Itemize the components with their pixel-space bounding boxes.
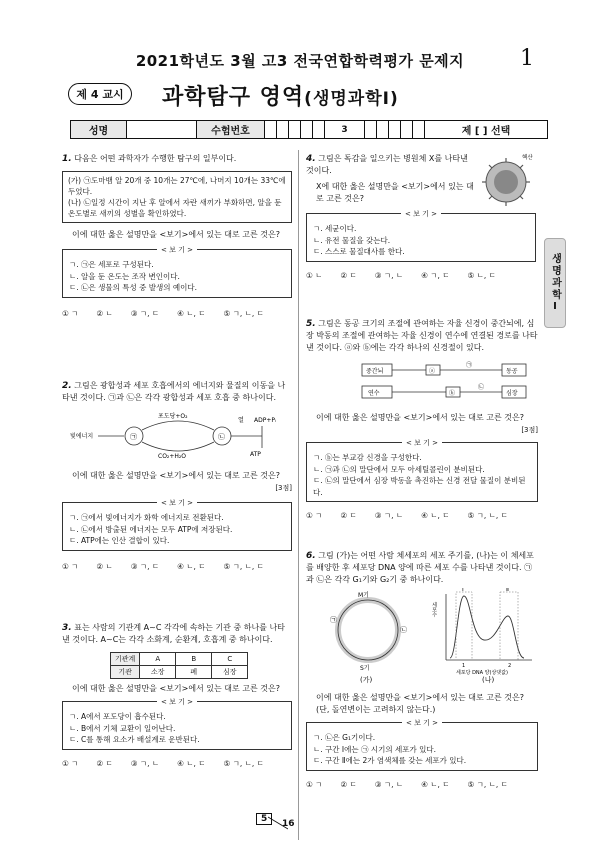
q1-choice[interactable]: ④ ㄴ, ㄷ	[177, 308, 206, 318]
q2-arrow-bottom	[142, 442, 214, 451]
q2-glucose-label: 포도당+O₂	[158, 413, 188, 420]
exam-no-digit[interactable]	[277, 121, 289, 138]
q6-question: 이에 대한 옳은 설명만을 <보기>에서 있는 대로 고른 것은? (단, 돌연변이는 고려하지 않는다.)	[316, 693, 525, 714]
side-subject-tab: 생명과학Ⅰ	[544, 238, 566, 328]
exam-no-digit[interactable]	[289, 121, 301, 138]
q1-choice[interactable]: ② ㄴ	[96, 308, 113, 318]
q1-choice[interactable]: ① ㄱ	[62, 308, 79, 318]
q6-m-label: M기	[358, 592, 369, 599]
subject-sub: (생명과학Ⅰ)	[304, 89, 399, 109]
q1-number: 1.	[62, 154, 72, 164]
q5-choice[interactable]: ① ㄱ	[306, 511, 323, 520]
q1-bogi-title: < 보 기 >	[157, 246, 197, 254]
exam-no-digit[interactable]	[377, 121, 389, 138]
q6-bogi	[306, 719, 538, 771]
q4-question: X에 대한 옳은 설명만을 <보기>에서 있는 대로 고른 것은?	[316, 182, 474, 203]
q5-medulla-label: 연수	[368, 390, 380, 397]
q3-bogi-item: ㄷ. C를 통해 요소가 배설계로 운반된다.	[69, 735, 200, 744]
q6-b-label: ㉡	[400, 626, 407, 634]
q2-b-label: ㉡	[218, 433, 225, 441]
q6-choice[interactable]: ③ ㄱ, ㄴ	[374, 779, 404, 789]
q6-y-label: 세포수	[431, 602, 437, 617]
q4-choice[interactable]: ⑤ ㄴ, ㄷ	[467, 270, 496, 280]
q4-bogi	[306, 210, 536, 262]
footer-total: 16	[282, 819, 295, 829]
q3-number: 3.	[62, 623, 72, 633]
q3-bogi-item: ㄱ. A에서 포도당이 흡수된다.	[69, 712, 166, 721]
q5-stem: 그림은 동공 크기의 조절에 관여하는 자율 신경이 중간뇌에, 심장 박동의 조절에 관여하는 자율 신경이 연수에 연결된 경로를 나타낸 것이다. ⓐ와 ⓑ에는 각각 하나의 신경절이 있다.	[306, 319, 538, 352]
q5-a-label: ⓐ	[429, 368, 436, 375]
q5-pupil-label: 동공	[506, 368, 518, 375]
q2-light-label: 빛에너지	[70, 433, 94, 440]
q6-stem: 그림 (가)는 어떤 사람 체세포의 세포 주기를, (나)는 이 체세포를 배양한 후 세포당 DNA 양에 따른 세포 수를 나타낸 것이다. ㉠과 ㉡은 각각 G₁기와 G₂기 중 하나이다.	[306, 551, 534, 584]
q6-s-label: S기	[360, 665, 370, 672]
q2-arrow-top	[142, 421, 214, 430]
q1-stem: 다음은 어떤 과학자가 수행한 탐구의 일부이다.	[74, 154, 237, 163]
q5-bogi-item: ㄴ. ㉠과 ㉡의 말단에서 모두 아세틸콜린이 분비된다.	[313, 464, 485, 474]
exam-no-digit[interactable]	[265, 121, 277, 138]
q6-choice[interactable]: ① ㄱ	[306, 779, 323, 789]
q6-fig-a-label: (가)	[360, 676, 373, 684]
q5-number: 5.	[306, 319, 316, 329]
q2-choices	[62, 561, 292, 573]
exam-no-digit[interactable]	[389, 121, 401, 138]
exam-title: 2021학년도 3월 고3 전국연합학력평가 문제지	[135, 52, 465, 70]
q6-x-label: 세포당 DNA 양(상댓값)	[456, 670, 508, 676]
id-bar	[70, 120, 548, 139]
choice-label: 제 [ ] 선택	[425, 121, 547, 138]
q5-heart-label: 심장	[506, 390, 518, 397]
exam-no-digit[interactable]	[301, 121, 313, 138]
q6-bogi-item: ㄴ. 구간 Ⅰ에는 ㉠ 시기의 세포가 있다.	[313, 744, 436, 754]
name-field[interactable]	[127, 121, 197, 138]
q2-co2-label: CO₂+H₂O	[158, 453, 186, 460]
question-6	[306, 550, 538, 791]
q1-bogi	[62, 246, 292, 298]
q4-number: 4.	[306, 154, 316, 164]
q5-c2-label: ㉡	[478, 384, 485, 391]
page-footer	[250, 813, 310, 833]
exam-no-label: 수험번호	[197, 121, 265, 138]
q6-choice[interactable]: ② ㄷ	[340, 779, 357, 789]
q5-choice[interactable]: ④ ㄴ, ㄷ	[421, 511, 450, 520]
question-1	[62, 153, 292, 320]
q2-choice[interactable]: ② ㄴ	[96, 561, 113, 571]
q6-bogi-title: < 보 기 >	[402, 719, 442, 727]
q2-choice[interactable]: ④ ㄴ, ㄷ	[177, 561, 206, 571]
q4-bogi-item: ㄱ. 세균이다.	[313, 224, 357, 233]
name-label: 성명	[71, 121, 127, 138]
q6-interval-1	[456, 592, 472, 660]
q5-question: 이에 대한 옳은 설명만을 <보기>에서 있는 대로 고른 것은?	[316, 413, 525, 422]
q6-dna-histogram	[431, 588, 532, 684]
table-row	[111, 666, 248, 679]
q3-stem: 표는 사람의 기관계 A~C 각각에 속하는 기관 중 하나를 나타낸 것이다. A~C는 각각 소화계, 순환계, 호흡계 중 하나이다.	[62, 623, 285, 644]
q3-choices	[62, 758, 292, 770]
q6-cell-cycle	[330, 591, 407, 684]
table-cell: 폐	[176, 666, 212, 679]
table-cell: B	[176, 653, 212, 666]
q2-choice[interactable]: ⑤ ㄱ, ㄴ, ㄷ	[223, 561, 264, 571]
exam-no-digit[interactable]	[413, 121, 425, 138]
q4-choice[interactable]: ② ㄷ	[340, 270, 357, 280]
q3-bogi	[62, 698, 292, 750]
q6-choices	[306, 779, 538, 791]
q2-bogi-item: ㄱ. ㉠에서 빛에너지가 화학 에너지로 전환된다.	[69, 513, 224, 522]
subject-title	[162, 80, 399, 111]
q6-interval-1-label: Ⅰ	[462, 588, 464, 593]
q3-bogi-title: < 보 기 >	[157, 698, 197, 706]
q6-figures	[306, 588, 538, 684]
q5-points: [3점]	[521, 426, 538, 434]
q2-bogi-item: ㄴ. ㉡에서 방출된 에너지는 모두 ATP에 저장된다.	[69, 524, 233, 534]
q6-interval-2-label: Ⅱ	[506, 588, 509, 593]
q2-points: [3점]	[275, 484, 292, 492]
q1-choice[interactable]: ⑤ ㄱ, ㄴ, ㄷ	[223, 308, 264, 318]
q6-fig-b-label: (나)	[482, 676, 495, 684]
q4-bogi-title: < 보 기 >	[401, 210, 441, 218]
q1-bogi-item: ㄱ. ㉠은 세포로 구성된다.	[69, 260, 154, 269]
q3-question: 이에 대한 옳은 설명만을 <보기>에서 있는 대로 고른 것은?	[72, 684, 281, 693]
q3-choice[interactable]: ⑤ ㄱ, ㄴ, ㄷ	[223, 758, 264, 768]
q3-choice[interactable]: ④ ㄴ, ㄷ	[177, 758, 206, 768]
q6-cycle-outline	[338, 600, 398, 660]
q2-bogi-item: ㄷ. ATP에는 인산 결합이 있다.	[69, 536, 170, 545]
q1-question: 이에 대한 옳은 설명만을 <보기>에서 있는 대로 고른 것은?	[72, 230, 281, 239]
q4-choice[interactable]: ④ ㄱ, ㄷ	[421, 270, 450, 280]
q5-choice[interactable]: ② ㄷ	[340, 511, 357, 520]
q2-a-label: ㉠	[130, 433, 137, 441]
period-badge: 제 4 교시	[68, 83, 132, 105]
footer-page: 5	[256, 813, 272, 825]
q2-question: 이에 대한 옳은 설명만을 <보기>에서 있는 대로 고른 것은?	[72, 471, 281, 480]
q2-number: 2.	[62, 381, 72, 391]
q6-histogram-curve	[450, 596, 524, 658]
q1-bogi-item: ㄴ. 알을 둔 온도는 조작 변인이다.	[69, 271, 180, 281]
q1-step-b: (나) ㉡일정 시간이 지난 후 알에서 자란 새끼가 부화하면, 알을 둔 온도별로 새끼의 성별을 확인하였다.	[68, 198, 282, 218]
q3-bogi-item: ㄴ. B에서 기체 교환이 일어난다.	[69, 723, 176, 733]
q6-tick-1: 1	[462, 663, 466, 669]
table-cell: 심장	[212, 666, 248, 679]
q3-choice[interactable]: ③ ㄱ, ㄴ	[130, 758, 160, 768]
exam-no-digit[interactable]	[365, 121, 377, 138]
q5-choice[interactable]: ⑤ ㄱ, ㄴ, ㄷ	[467, 511, 508, 520]
q5-bogi	[306, 439, 538, 502]
q6-choice[interactable]: ④ ㄴ, ㄷ	[421, 779, 450, 789]
q6-tick-2: 2	[508, 663, 512, 669]
q2-energy-diagram	[62, 408, 292, 462]
q4-virus-image	[478, 150, 538, 210]
q6-bogi-item: ㄱ. ㉡은 G₁기이다.	[313, 733, 376, 742]
q6-choice[interactable]: ⑤ ㄱ, ㄴ, ㄷ	[467, 779, 508, 789]
q1-step-a: (가) ㉠도마뱀 알 20개 중 10개는 27℃에, 나머지 10개는 33℃에 두었다.	[68, 176, 286, 196]
table-cell: 소장	[140, 666, 176, 679]
q2-bogi	[62, 499, 292, 551]
q2-choice[interactable]: ③ ㄱ, ㄷ	[130, 561, 160, 571]
q1-choice[interactable]: ③ ㄱ, ㄷ	[130, 308, 160, 318]
exam-no-digit[interactable]	[401, 121, 413, 138]
q1-experiment-box	[62, 171, 292, 223]
q2-heat-label: 열	[238, 417, 244, 424]
q5-nerve-diagram	[306, 358, 538, 404]
q4-choice[interactable]: ③ ㄱ, ㄴ	[374, 270, 404, 280]
question-5	[306, 318, 538, 522]
q5-bogi-item: ㄷ. ㉡의 말단에서 심장 박동을 촉진하는 신경 전달 물질이 분비된다.	[313, 476, 526, 497]
q5-midbrain-label: 중간뇌	[366, 368, 384, 375]
table-cell: 기관	[111, 666, 140, 679]
table-cell: C	[212, 653, 248, 666]
q1-bogi-item: ㄷ. ㉡은 생물의 특성 중 발생의 예이다.	[69, 283, 198, 292]
table-cell: 기관계	[111, 653, 140, 666]
q6-interval-2	[500, 592, 518, 660]
q5-c1-label: ㉠	[466, 362, 473, 369]
q4-nucleic-label: 핵산	[522, 155, 533, 161]
table-row	[111, 653, 248, 666]
question-3	[62, 622, 292, 770]
q2-choice[interactable]: ① ㄱ	[62, 561, 79, 571]
q4-choice[interactable]: ① ㄴ	[306, 270, 323, 280]
page-number: 1	[520, 46, 534, 71]
q6-number: 6.	[306, 551, 316, 561]
q4-bogi-item: ㄷ. 스스로 물질대사를 한다.	[313, 247, 405, 256]
q5-choice[interactable]: ③ ㄱ, ㄴ	[374, 511, 404, 520]
q2-bogi-title: < 보 기 >	[157, 499, 197, 507]
q5-b-label: ⓑ	[449, 390, 456, 397]
q5-choices	[306, 510, 538, 522]
q1-choices	[62, 308, 292, 320]
q3-table	[110, 652, 248, 679]
virus-core	[494, 170, 518, 194]
q4-stem: 그림은 독감을 일으키는 병원체 X를 나타낸 것이다.	[306, 154, 468, 175]
q4-choices	[306, 270, 536, 282]
q6-a-label: ㉠	[330, 616, 337, 624]
q3-choice[interactable]: ② ㄷ	[96, 758, 113, 768]
exam-no-digit[interactable]	[313, 121, 325, 138]
subject-main: 과학탐구 영역	[162, 85, 305, 110]
question-2	[62, 380, 292, 573]
table-cell: A	[140, 653, 176, 666]
q5-bogi-title: < 보 기 >	[402, 439, 442, 447]
q4-bogi-item: ㄴ. 유전 물질을 갖는다.	[313, 235, 391, 245]
q6-bogi-item: ㄷ. 구간 Ⅱ에는 2가 염색체를 갖는 세포가 있다.	[313, 756, 467, 765]
q5-bogi-item: ㄱ. ⓑ는 부교감 신경을 구성한다.	[313, 453, 422, 462]
q2-adp-label: ADP+Pᵢ	[254, 417, 277, 424]
q3-choice[interactable]: ① ㄱ	[62, 758, 79, 768]
exam-no-digit-fixed: 3	[325, 121, 365, 138]
column-divider	[298, 150, 299, 840]
q2-stem: 그림은 광합성과 세포 호흡에서의 에너지와 물질의 이동을 나타낸 것이다. ㉠과 ㉡은 각각 광합성과 세포 호흡 중 하나이다.	[62, 381, 286, 402]
q2-atp-label: ATP	[250, 451, 261, 458]
